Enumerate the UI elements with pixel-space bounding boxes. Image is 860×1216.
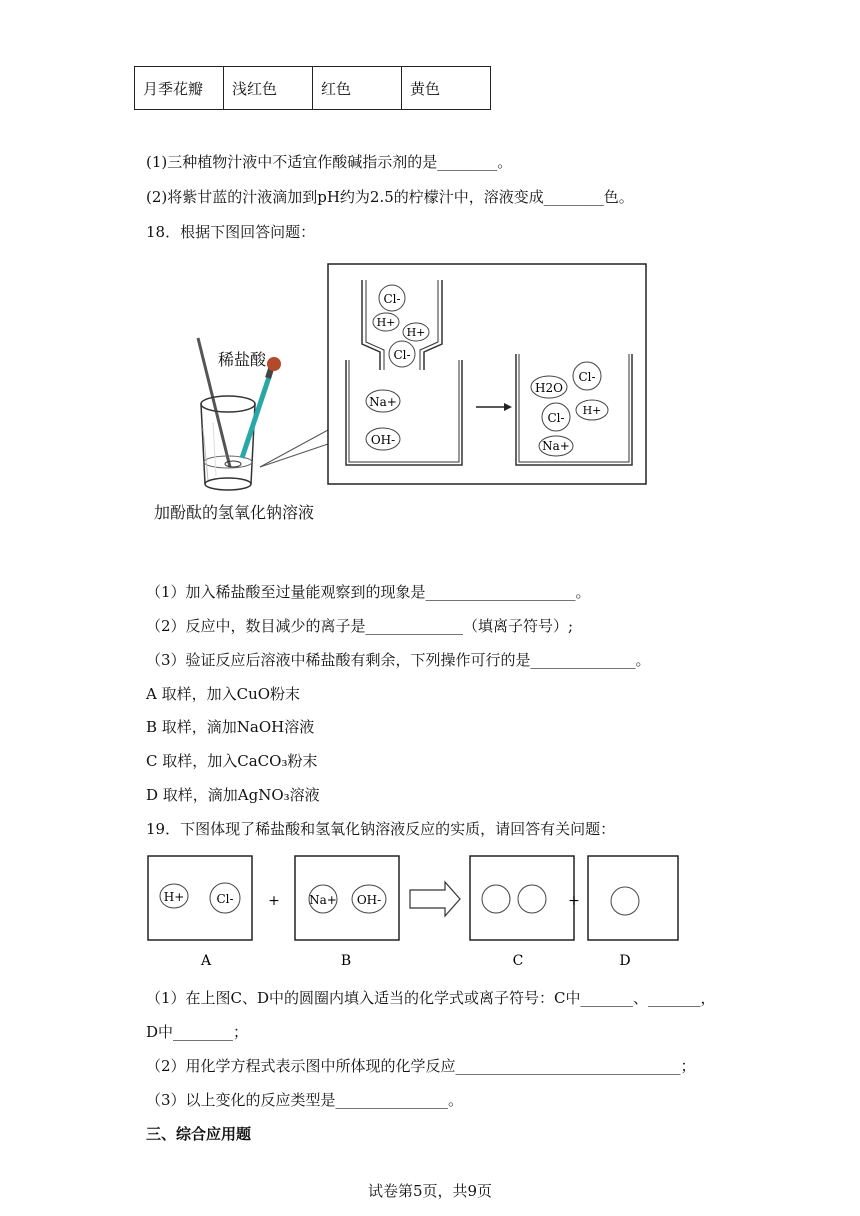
svg-text:OH-: OH- <box>370 433 396 447</box>
q18-figure <box>140 262 650 522</box>
ion-cl <box>379 285 405 311</box>
q18-option-c: C 取样，加入CaCO₃粉末 <box>146 752 318 770</box>
q19-figure <box>140 852 690 977</box>
svg-text:H2O: H2O <box>535 381 563 395</box>
ion-cl <box>389 341 415 367</box>
label-dilute-acid: 稀盐酸 <box>218 350 267 369</box>
svg-text:H+: H+ <box>582 404 602 417</box>
q19-sub3: （3）以上变化的反应类型是_______________。 <box>146 1091 464 1109</box>
ion-h <box>160 884 188 908</box>
svg-text:Na+: Na+ <box>369 395 397 409</box>
ion-cl <box>573 362 601 390</box>
label-a: A <box>200 953 212 969</box>
q18-sub2: （2）反应中，数目减少的离子是_____________（填离子符号）; <box>146 617 574 635</box>
table-cell: 月季花瓣 <box>135 67 224 110</box>
empty-circle <box>482 885 510 913</box>
plus-sign: + <box>268 893 280 909</box>
empty-circle <box>518 885 546 913</box>
ion-na <box>539 436 573 456</box>
left-vessel <box>346 360 462 465</box>
svg-text:Cl-: Cl- <box>216 892 234 906</box>
q18-sub3: （3）验证反应后溶液中稀盐酸有剩余，下列操作可行的是______________。 <box>146 651 651 669</box>
ion-cl <box>210 883 240 913</box>
q19-title: 19．下图体现了稀盐酸和氢氧化钠溶液反应的实质，请回答有关问题： <box>146 820 616 838</box>
hollow-arrow-icon <box>410 882 460 916</box>
table-cell: 浅红色 <box>224 67 313 110</box>
callout-line <box>260 430 328 467</box>
color-table <box>134 66 491 110</box>
table-row <box>135 67 491 110</box>
plus-sign: + <box>568 893 580 909</box>
section-title: 三、综合应用题 <box>146 1125 252 1143</box>
ion-h <box>576 400 608 420</box>
label-c: C <box>512 953 524 969</box>
q19-sub1-cont: D中________； <box>146 1023 249 1041</box>
svg-text:Na+: Na+ <box>542 439 570 453</box>
q18-option-d: D 取样，滴加AgNO₃溶液 <box>146 786 320 804</box>
ion-h <box>373 313 399 331</box>
svg-text:Cl-: Cl- <box>393 348 411 362</box>
ion-h <box>403 323 429 341</box>
label-phenolphthalein-solution: 加酚酞的氢氧化钠溶液 <box>154 503 315 522</box>
q19-sub2: （2）用化学方程式表示图中所体现的化学反应______________________________； <box>146 1057 696 1075</box>
svg-text:Cl-: Cl- <box>383 292 401 306</box>
q18-option-a: A 取样，加入CuO粉末 <box>146 685 301 703</box>
ion-na <box>309 885 337 913</box>
svg-text:H+: H+ <box>406 326 426 339</box>
page-footer: 试卷第5页，共9页 <box>367 1182 493 1200</box>
ion-oh <box>352 885 386 913</box>
q17-sub1: (1)三种植物汁液中不适宜作酸碱指示剂的是________。 <box>146 153 513 171</box>
dropper-bulb <box>267 357 281 371</box>
q17-sub2: (2)将紫甘蓝的汁液滴加到pH约为2.5的柠檬汁中，溶液变成________色。 <box>146 188 634 206</box>
empty-circle <box>611 887 639 915</box>
q18-sub1: （1）加入稀盐酸至过量能观察到的现象是____________________。 <box>146 583 591 601</box>
svg-text:OH-: OH- <box>356 893 382 907</box>
table-cell: 黄色 <box>402 67 491 110</box>
q18-option-b: B 取样，滴加NaOH溶液 <box>146 718 315 736</box>
svg-text:Na+: Na+ <box>309 893 337 907</box>
molecule-h2o <box>531 376 567 398</box>
label-d: D <box>619 953 631 969</box>
svg-text:Cl-: Cl- <box>578 370 596 384</box>
svg-text:H+: H+ <box>376 316 396 329</box>
ion-cl <box>542 403 570 431</box>
label-b: B <box>340 953 352 969</box>
svg-text:H+: H+ <box>163 890 185 904</box>
q19-sub1: （1）在上图C、D中的圆圈内填入适当的化学式或离子符号：C中_______、_______， <box>146 989 716 1007</box>
table-cell: 红色 <box>313 67 402 110</box>
svg-text:Cl-: Cl- <box>547 411 565 425</box>
ion-oh <box>366 428 400 450</box>
q18-title: 18．根据下图回答问题： <box>146 223 316 241</box>
ion-na <box>366 390 400 412</box>
